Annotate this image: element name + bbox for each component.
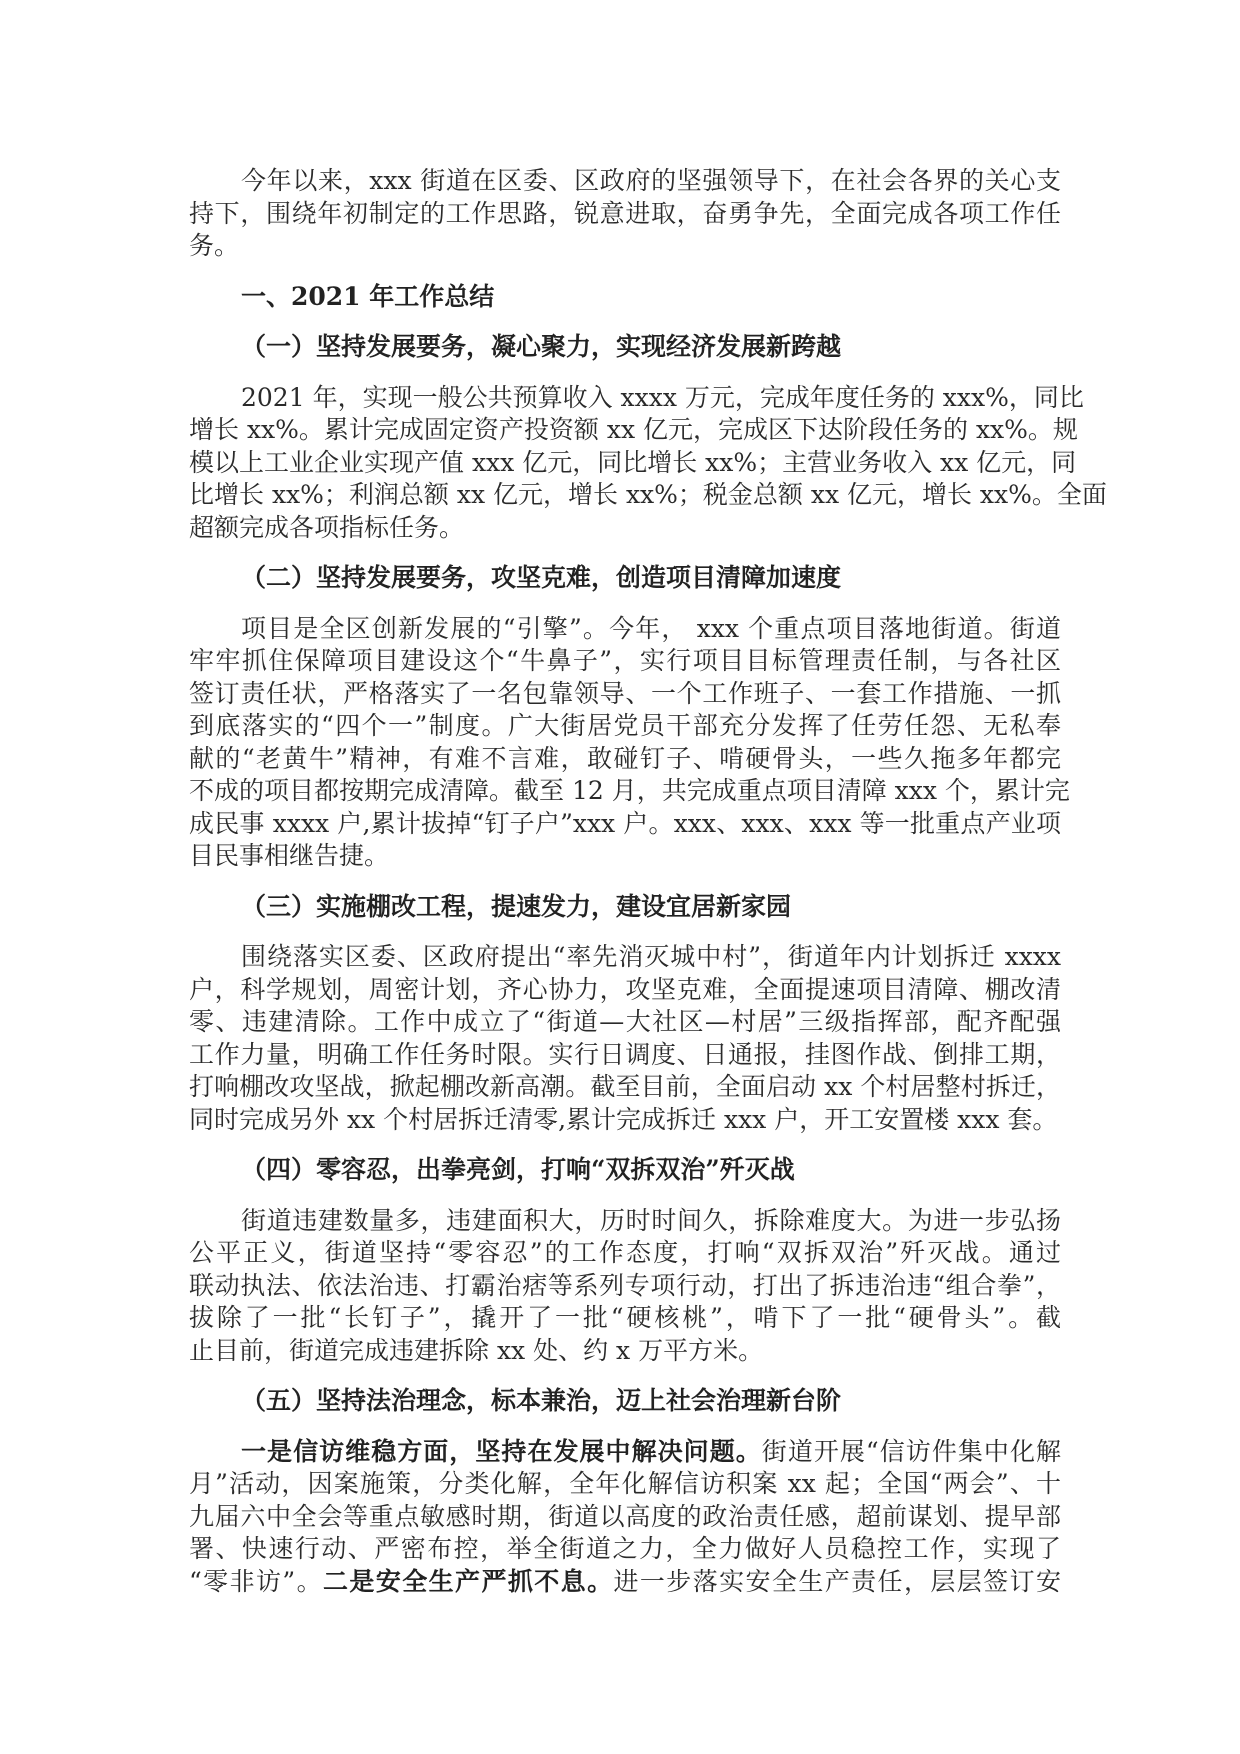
text-line: 围绕落实区委、区政府提出“率先消灭城中村”，街道年内计划拆迁 xxxx — [241, 942, 1061, 971]
text-line: （四）零容忍，出拳亮剑，打响“双拆双治”歼灭战 — [241, 1155, 795, 1184]
text-line: 打响棚改攻坚战，掀起棚改新高潮。截至目前，全面启动 xx 个村居整村拆迁， — [189, 1072, 1061, 1101]
text-line — [189, 1566, 1061, 1599]
text-line: 同时完成另外 xx 个村居拆迁清零,累计完成拆迁 xxx 户，开工安置楼 xxx 套。 — [189, 1104, 1058, 1134]
body-paragraph — [189, 1205, 1061, 1368]
text-line: 街道违建数量多，违建面积大，历时时间久，拆除难度大。为进一步弘扬 — [241, 1205, 1061, 1235]
section-heading — [189, 891, 1061, 924]
text-line — [189, 1436, 1061, 1469]
body-paragraph — [189, 165, 1061, 263]
text-line: 超额完成各项指标任务。 — [189, 512, 465, 542]
text-line: 今年以来，xxx 街道在区委、区政府的坚强领导下，在社会各界的关心支 — [241, 166, 1061, 195]
section-heading — [189, 331, 1061, 364]
body-paragraph — [189, 941, 1061, 1136]
text-line: 九届六中全会等重点敏感时期，街道以高度的政治责任感，超前谋划、提早部 — [189, 1501, 1061, 1531]
text-line: 署、快速行动、严密布控，举全街道之力，全力做好人员稳控工作，实现了 — [189, 1534, 1061, 1563]
text-line: 零、违建清除。工作中成立了“街道—大社区—村居”三级指挥部，配齐配强 — [189, 1007, 1061, 1036]
bold-lead-phrase: 二是安全生产严抓不息。 — [323, 1566, 614, 1596]
text-line: 公平正义，街道坚持“零容忍”的工作态度，打响“双拆双治”歼灭战。通过 — [189, 1238, 1061, 1267]
text-line: 到底落实的“四个一”制度。广大街居党员干部充分发挥了任劳任怨、无私奉 — [189, 711, 1061, 740]
text-line: 签订责任状，严格落实了一名包靠领导、一个工作班子、一套工作措施、一抓 — [189, 678, 1061, 708]
text-line: （五）坚持法治理念，标本兼治，迈上社会治理新台阶 — [241, 1386, 842, 1415]
text-line: 不成的项目都按期完成清障。截至 12 月，共完成重点项目清障 xxx 个，累计完 — [189, 776, 1070, 805]
text-run: 街道开展“信访件集中化解 — [761, 1436, 1061, 1466]
section-heading — [189, 562, 1061, 595]
text-line: 增长 xx%。累计完成固定资产投资额 xx 亿元，完成区下达阶段任务的 xx%。规 — [189, 415, 1078, 444]
body-paragraph — [189, 1436, 1061, 1599]
text-line: （二）坚持发展要务，攻坚克难，创造项目清障加速度 — [241, 563, 842, 592]
body-paragraph — [189, 613, 1070, 873]
text-line: 牢牢抓住保障项目建设这个“牛鼻子”，实行项目目标管理责任制，与各社区 — [189, 646, 1061, 675]
body-paragraph — [189, 382, 1107, 545]
text-line: 持下，围绕年初制定的工作思路，锐意进取，奋勇争先，全面完成各项工作任 — [189, 198, 1061, 228]
text-line: （三）实施棚改工程，提速发力，建设宜居新家园 — [241, 891, 792, 921]
text-line: 项目是全区创新发展的“引擎”。今年， xxx 个重点项目落地街道。街道 — [241, 613, 1061, 643]
text-line: 联动执法、依法治违、打霸治痞等系列专项行动，打出了拆违治违“组合拳”， — [189, 1270, 1061, 1300]
text-line: 月”活动，因案施策，分类化解，全年化解信访积案 xx 起；全国“两会”、十 — [189, 1469, 1061, 1498]
section-heading — [189, 281, 1061, 314]
text-line: 工作力量，明确工作任务时限。实行日调度、日通报，挂图作战、倒排工期， — [189, 1039, 1061, 1069]
text-line: 2021 年，实现一般公共预算收入 xxxx 万元，完成年度任务的 xxx%，同比 — [241, 382, 1084, 412]
section-heading — [189, 1385, 1061, 1418]
text-line: 比增长 xx%；利润总额 xx 亿元，增长 xx%；税金总额 xx 亿元，增长 xx%。全面 — [189, 480, 1107, 509]
text-run: 进一步落实安全生产责任，层层签订安 — [613, 1566, 1061, 1596]
text-line: 拔除了一批“长钉子”，撬开了一批“硬核桃”，啃下了一批“硬骨头”。截 — [189, 1303, 1061, 1332]
bold-lead-phrase: 一是信访维稳方面，坚持在发展中解决问题。 — [241, 1436, 762, 1466]
text-line: 模以上工业企业实现产值 xxx 亿元，同比增长 xx%；主营业务收入 xx 亿元，同 — [189, 447, 1077, 477]
text-line: 一、2021 年工作总结 — [241, 281, 495, 311]
document-page — [189, 165, 1107, 1616]
text-run: “零非访”。 — [189, 1566, 323, 1596]
text-line: 务。 — [189, 231, 240, 260]
text-line: 户，科学规划，周密计划，齐心协力，攻坚克难，全面提速项目清障、棚改清 — [189, 974, 1061, 1004]
text-line: 目民事相继告捷。 — [189, 841, 390, 870]
text-line: （一）坚持发展要务，凝心聚力，实现经济发展新跨越 — [241, 332, 842, 361]
text-line: 成民事 xxxx 户,累计拔掉“钉子户”xxx 户。xxx、xxx、xxx 等一批重点产业项 — [189, 808, 1061, 838]
text-line: 献的“老黄牛”精神，有难不言难，敢碰钉子、啃硬骨头，一些久拖多年都完 — [189, 743, 1061, 773]
section-heading — [189, 1154, 1061, 1187]
text-line: 止目前，街道完成违建拆除 xx 处、约 x 万平方米。 — [189, 1335, 764, 1365]
